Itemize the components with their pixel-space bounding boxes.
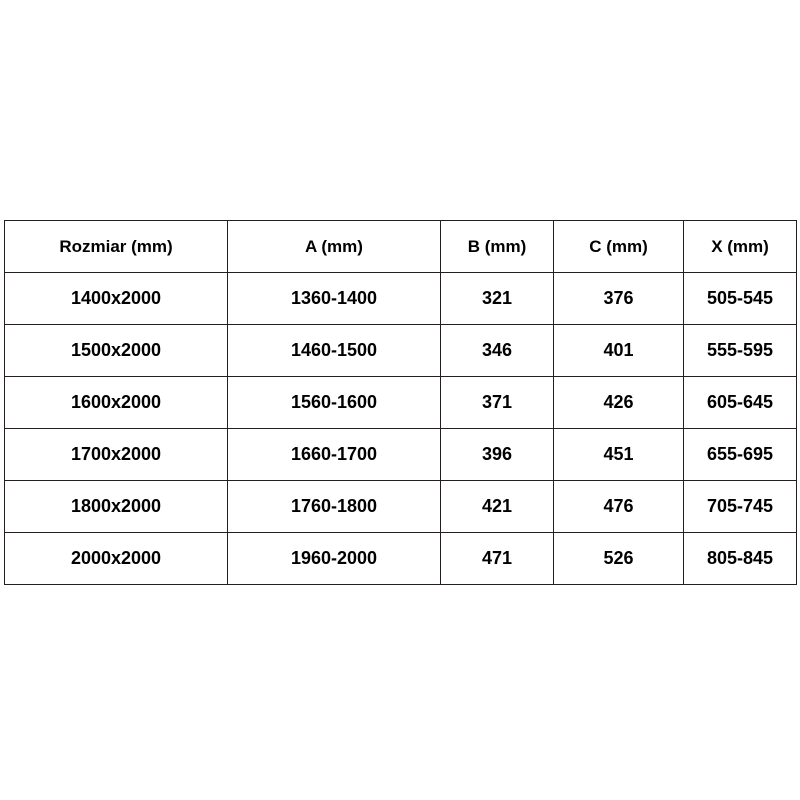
column-header-a: A (mm) — [228, 221, 441, 273]
cell-size: 1500x2000 — [5, 325, 228, 377]
cell-x: 655-695 — [684, 429, 797, 481]
specification-table — [4, 220, 797, 585]
cell-c: 476 — [554, 481, 684, 533]
column-header-c: C (mm) — [554, 221, 684, 273]
column-header-x: X (mm) — [684, 221, 797, 273]
cell-a: 1360-1400 — [228, 273, 441, 325]
cell-b: 371 — [441, 377, 554, 429]
cell-b: 321 — [441, 273, 554, 325]
cell-x: 605-645 — [684, 377, 797, 429]
cell-x: 705-745 — [684, 481, 797, 533]
cell-c: 526 — [554, 533, 684, 585]
cell-a: 1760-1800 — [228, 481, 441, 533]
cell-a: 1560-1600 — [228, 377, 441, 429]
cell-a: 1460-1500 — [228, 325, 441, 377]
cell-b: 396 — [441, 429, 554, 481]
cell-c: 376 — [554, 273, 684, 325]
column-header-rozmiar: Rozmiar (mm) — [5, 221, 228, 273]
cell-a: 1660-1700 — [228, 429, 441, 481]
cell-size: 2000x2000 — [5, 533, 228, 585]
table-header-row — [5, 221, 797, 273]
cell-c: 451 — [554, 429, 684, 481]
table-header — [5, 221, 797, 273]
cell-x: 555-595 — [684, 325, 797, 377]
specification-table-container — [4, 220, 796, 585]
cell-b: 471 — [441, 533, 554, 585]
cell-a: 1960-2000 — [228, 533, 441, 585]
cell-x: 805-845 — [684, 533, 797, 585]
table-row — [5, 429, 797, 481]
column-header-b: B (mm) — [441, 221, 554, 273]
table-row — [5, 533, 797, 585]
cell-size: 1400x2000 — [5, 273, 228, 325]
cell-b: 346 — [441, 325, 554, 377]
cell-c: 426 — [554, 377, 684, 429]
cell-size: 1600x2000 — [5, 377, 228, 429]
cell-c: 401 — [554, 325, 684, 377]
cell-size: 1800x2000 — [5, 481, 228, 533]
cell-b: 421 — [441, 481, 554, 533]
cell-x: 505-545 — [684, 273, 797, 325]
table-row — [5, 377, 797, 429]
table-row — [5, 273, 797, 325]
table-body — [5, 273, 797, 585]
table-row — [5, 481, 797, 533]
table-row — [5, 325, 797, 377]
cell-size: 1700x2000 — [5, 429, 228, 481]
